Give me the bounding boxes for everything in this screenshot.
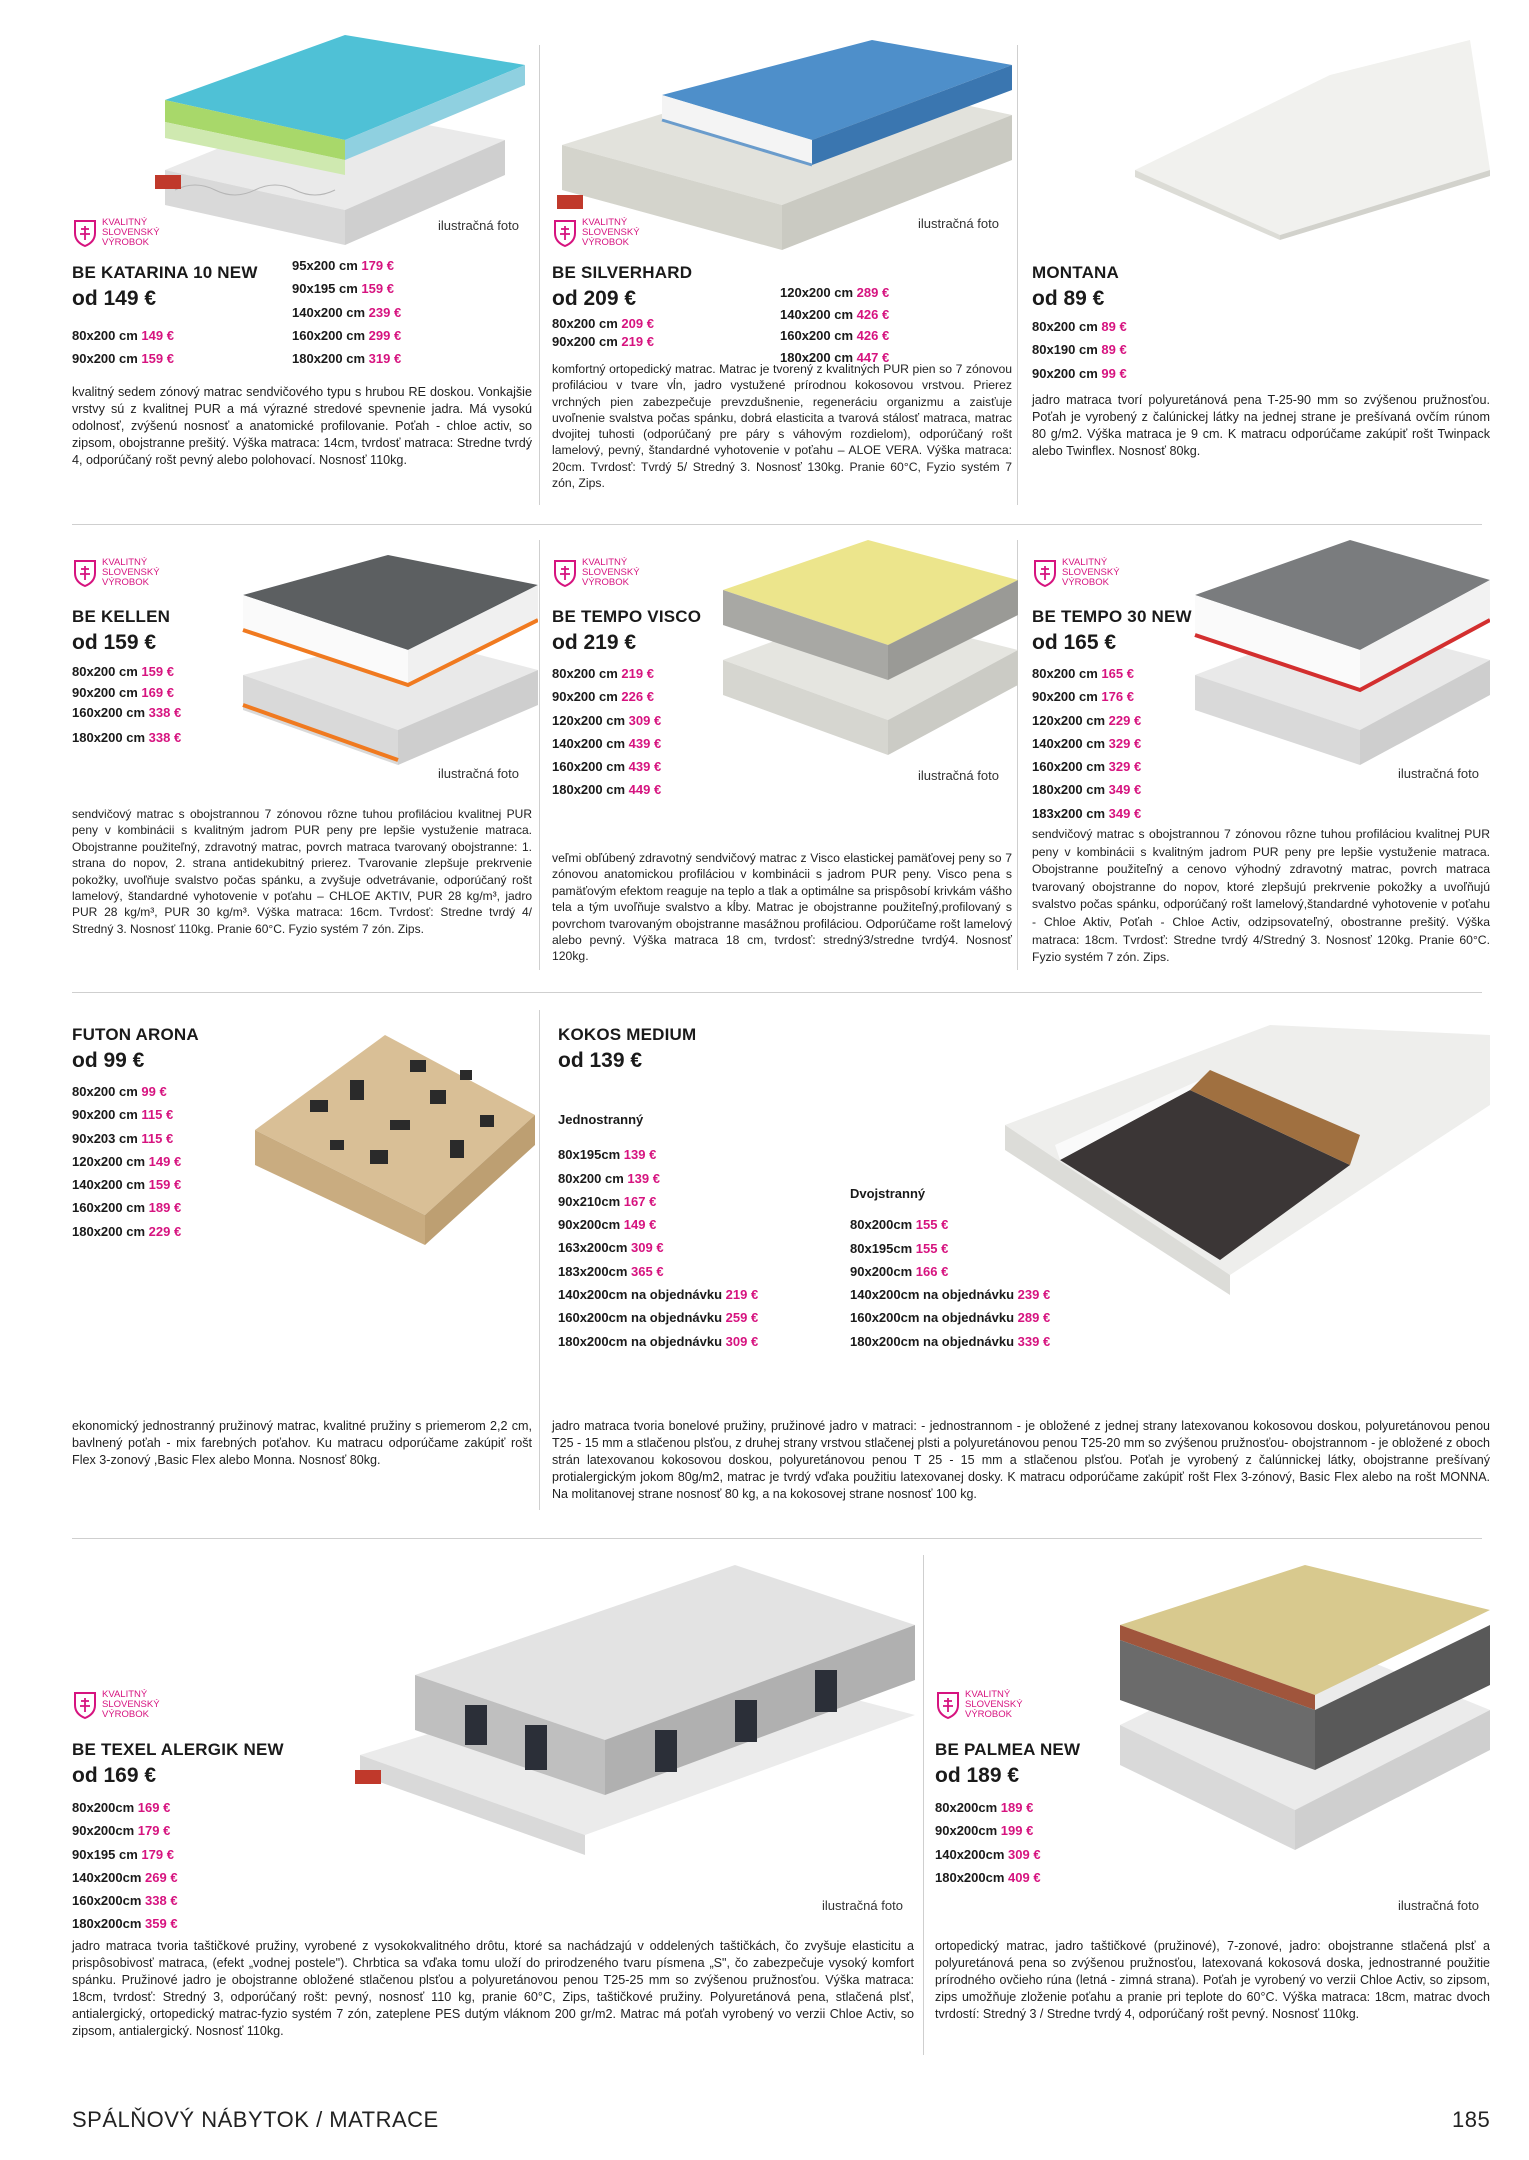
price-row: 80x195cm 139 € — [558, 1147, 657, 1163]
price-list — [72, 1080, 181, 1243]
product-price-from: od 189 € — [935, 1764, 1020, 1787]
price-row: 90x200 cm 176 € — [1032, 689, 1134, 705]
product-price-from: od 169 € — [72, 1764, 157, 1787]
mattress-image-montana — [1130, 40, 1495, 240]
mattress-image-tempo-visco — [718, 540, 1018, 760]
column-divider — [923, 1555, 924, 2055]
row-divider — [72, 524, 1482, 525]
price-list — [72, 1796, 178, 1936]
price-row: 90x203 cm 115 € — [72, 1130, 174, 1146]
price-row: 160x200 cm 299 € — [292, 327, 402, 343]
product-description: jadro matraca tvoria taštičkové pružiny, vyrobené z vysokokvalitného drôtu, ktoré sa nachádzajú v oddelených taštičkách, čo zvyšuje elasticitu a prispôsobivosť matraca, (efekt „vodnej postele"). Chrbtica sa vďaka tomu uloží do prirodzeného tvaru písmena „S", čo zabezpečuje vysoký komfort spánku. Pružinové jadro je obojstranne obložené stlačenou plsťou a polyuretánovou penou T25-25 mm so zvýšenou pružnosťou. Výška matraca: 18cm, tvrdosť: Stredný 3, odporúčaný rošt: pevný, nosnosť 110 kg, pranie 60°C, Zips, taštičkové pružiny. Polyuretánová pena, stlačená plsť, antialergický, ortopedický matrac-fyzio systém 7 zón, zateplene PES dutým vláknom 200 gr/m2. Matrac má poťah vyrobený vo verzii Chloe Activ, so zipsom, antialergický. Nosnosť 110kg. — [72, 1939, 914, 2038]
price-row: 180x200 cm 449 € — [552, 782, 662, 798]
product-name: BE TEXEL ALERGIK NEW — [72, 1740, 284, 1759]
price-row: 80x200 cm 149 € — [72, 328, 174, 343]
price-row: 160x200cm 338 € — [72, 1893, 178, 1909]
shield-icon — [1032, 558, 1058, 588]
price-list — [1032, 315, 1127, 385]
illustration-label: ilustračná foto — [918, 768, 999, 783]
price-row: 160x200 cm 426 € — [780, 328, 890, 344]
price-row: 140x200cm 269 € — [72, 1869, 178, 1885]
price-row: 80x200 cm 209 € — [552, 316, 654, 331]
product-name: BE KATARINA 10 NEW — [72, 263, 258, 282]
badge-text: KVALITNÝ SLOVENSKÝ VÝROBOK — [965, 1689, 1023, 1720]
price-row: 80x200 cm 165 € — [1032, 666, 1134, 681]
price-row: 80x195cm 155 € — [850, 1240, 949, 1256]
price-row: 80x200 cm 219 € — [552, 666, 654, 681]
illustration-label: ilustračná foto — [1398, 766, 1479, 781]
price-row: 80x200cm 155 € — [850, 1217, 949, 1233]
illustration-label: ilustračná foto — [438, 218, 519, 233]
quality-badge — [935, 1690, 1023, 1720]
price-row: 180x200cm 359 € — [72, 1916, 178, 1932]
price-row: 160x200 cm 189 € — [72, 1200, 182, 1216]
price-list — [72, 662, 181, 748]
illustration-label: ilustračná foto — [822, 1898, 903, 1913]
product-price-from: od 159 € — [72, 631, 157, 654]
quality-badge — [1032, 558, 1120, 588]
price-row: 80x200 cm 159 € — [72, 664, 174, 679]
product-name: BE TEMPO VISCO — [552, 607, 702, 626]
badge-text: KVALITNÝ SLOVENSKÝ VÝROBOK — [102, 1689, 160, 1720]
product-description: sendvičový matrac s obojstrannou 7 zónovou rôzne tuhou profiláciou kvalitnej PUR peny v kombinácii s kvalitným jadrom PUR peny pre lepšie vystuženie matraca. Obojstranne použiteľný, zdravotný matrac, povrch matraca tvarovaný obojstranne: 1. strana do nopov, 2. strana antidekubitný prierez. Tvarovanie zlepšuje prekrvenie pokožky, uvoľňuje svalstvo počas spánku, a zvyšuje odvetrávanie, odporúčaný rošt lamelový, štandardné vyhotovenie v poťahu – CHLOE AKTIV, PUR 28 kg/m³, jadro PUR 28 kg/m³, PUR 30 kg/m³. Výška matraca: 16cm. Tvrdosť: Stredne tvrdý 4/ Stredný 3. Nosnosť 110kg. Pranie 60°C. Fyzio systém 7 zón. Zips. — [72, 807, 532, 936]
product-name: MONTANA — [1032, 263, 1120, 282]
price-row: 140x200 cm 439 € — [552, 735, 662, 751]
price-row: 90x210cm 167 € — [558, 1193, 657, 1209]
price-row: 140x200 cm 329 € — [1032, 735, 1142, 751]
shield-icon — [72, 218, 98, 248]
quality-badge — [72, 1690, 160, 1720]
price-row: 183x200 cm 349 € — [1032, 805, 1142, 821]
page-number: 185 — [1452, 2107, 1491, 2132]
price-list-one-sided — [558, 1108, 758, 1353]
price-row: 80x200 cm 99 € — [72, 1084, 167, 1099]
product-description: kvalitný sedem zónový matrac sendvičového typu s hrubou RE doskou. Vonkajšie vrstvy sú z kvalitnej PUR a má výrazné stredové spevnenie jadra. Má vysokú odolnosť, zvýšenú nosnosť a anatomické profilovanie. Poťah - chloe activ, so zipsom, obojstranne prešitý. Výška matraca: 14cm, tvrdosť matraca: Stredne tvrdý 4, odporúčaný rošt pevný alebo polohovací. Nosnosť 110kg. — [72, 385, 532, 468]
price-row: 80x200 cm 89 € — [1032, 319, 1127, 334]
mattress-image-texel — [355, 1565, 915, 1855]
price-row: 90x195 cm 179 € — [72, 1846, 174, 1862]
column-divider — [539, 540, 540, 970]
price-row: 140x200cm 309 € — [935, 1846, 1041, 1862]
product-price-from: od 99 € — [72, 1049, 145, 1072]
price-row: 180x200 cm 338 € — [72, 729, 182, 745]
price-row: 180x200cm 409 € — [935, 1869, 1041, 1885]
price-row: 160x200 cm 338 € — [72, 705, 182, 720]
illustration-label: ilustračná foto — [1398, 1898, 1479, 1913]
quality-badge — [72, 558, 160, 588]
badge-text: KVALITNÝ SLOVENSKÝ VÝROBOK — [582, 217, 640, 248]
price-row: 80x200cm 189 € — [935, 1800, 1034, 1815]
price-row: 90x200 cm 115 € — [72, 1107, 174, 1123]
price-row: 180x200 cm 229 € — [72, 1223, 182, 1239]
price-row: 90x200cm 179 € — [72, 1823, 171, 1839]
product-name: BE PALMEA NEW — [935, 1740, 1081, 1759]
price-list — [935, 1796, 1041, 1889]
product-name: KOKOS MEDIUM — [558, 1025, 697, 1044]
price-list — [552, 662, 661, 802]
price-row: 95x200 cm 179 € — [292, 258, 394, 273]
product-description: veľmi obľúbený zdravotný sendvičový matrac z Visco elastickej pamäťovej peny so 7 zónovou anatomickou profiláciou v kombinácii s jadrom PUR peny. Visco pena s pamäťovým efektom reaguje na teplo a tlak a optimálne sa prispôsobí krivkám vášho tela a tým uvoľňuje svalstvo a kĺby. Matrac je obojstranne použiteľný,profilovaný s povrchom tvarovaným obojstranne masážnou profiláciou. Odporúčame rošt lamelový alebo pevný. Výška matraca 18 cm, tvrdosť: stredný3/stredne tvrdý4. Nosnosť 120kg. — [552, 851, 1012, 964]
mattress-image-tempo-30 — [1190, 540, 1490, 770]
price-list — [780, 282, 889, 368]
product-name: BE TEMPO 30 NEW — [1032, 607, 1192, 626]
price-row: 180x200 cm 319 € — [292, 351, 402, 367]
product-description: jadro matraca tvoria bonelové pružiny, pružinové jadro v matraci: - jednostrannom - je obložené z jednej strany latexovanou kokosovou doskou, polyuretánovou penou T25 - 15 mm a stlačenou plsťou, z druhej strany vrstvou stlačenej plsti a polyuretánovou penou T25-20 mm so zvýšenou pružnosťou- obojstrannom - je obložené z oboch strán latexovanou kokosovou doskou, polyuretánovou penou T 25 - 15 mm a stlačenou plsťou. Poťah je vyrobený z čalúnnickej látky, obojstranne prešívaný protialergickým jokom 80g/m2, matrac je tvrdý vďaka použitiu latexovanej dosky. K matracu odporúčame zakúpiť rošt Flex 3-zónový, Basic Flex alebo na rošt MONNA. Na molitanovej strane nosnosť 80 kg, a na kokosovej strane nosnosť 100 kg. — [552, 1419, 1490, 1502]
mattress-image-kellen — [238, 555, 538, 770]
footer-section-title: SPÁLŇOVÝ NÁBYTOK / MATRACE — [72, 2107, 439, 2132]
product-name: FUTON ARONA — [72, 1025, 199, 1044]
quality-badge — [72, 218, 160, 248]
shield-icon — [552, 218, 578, 248]
shield-icon — [935, 1690, 961, 1720]
shield-icon — [552, 558, 578, 588]
column-divider — [539, 1010, 540, 1510]
illustration-label: ilustračná foto — [918, 216, 999, 231]
price-list-two-sided — [850, 1182, 1050, 1353]
price-row: 90x200 cm 99 € — [1032, 365, 1127, 381]
price-row: 160x200cm na objednávku 289 € — [850, 1310, 1051, 1326]
price-row: 80x190 cm 89 € — [1032, 342, 1127, 358]
row-divider — [72, 992, 1482, 993]
price-row: 120x200 cm 149 € — [72, 1153, 182, 1169]
price-row: 160x200 cm 439 € — [552, 759, 662, 775]
mattress-image-futon-arona — [250, 1020, 535, 1245]
product-price-from: od 165 € — [1032, 631, 1117, 654]
price-list-header: Jednostranný — [558, 1112, 644, 1127]
product-name: BE SILVERHARD — [552, 263, 693, 282]
price-row: 160x200cm na objednávku 259 € — [558, 1310, 759, 1326]
price-row: 90x200cm 149 € — [558, 1217, 657, 1233]
price-row: 90x200 cm 169 € — [72, 684, 174, 700]
price-row: 140x200cm na objednávku 219 € — [558, 1287, 759, 1303]
price-row: 120x200 cm 289 € — [780, 285, 890, 300]
price-list-header: Dvojstranný — [850, 1186, 926, 1201]
price-row: 90x195 cm 159 € — [292, 281, 394, 297]
product-description: ortopedický matrac, jadro taštičkové (pružinové), 7-zonové, jadro: obojstranne stlačená plsť a polyuretánová pena so zvýšenou pružnosťou, latexovaná kokosová doska, jednostranné použitie prírodného ovčieho rúna (letná - zimná strana). Poťah je vyrobený vo verzii Chloe Activ, so zipsom, zips umožňuje zloženie poťahu a pranie pri teplote do 60°C. Výška matraca: 18cm, matrac dvoch tvrdostí: Stredný 3 / Stredne tvrdý 4, odporúčaný rošt pevný. Nosnosť 110kg. — [935, 1939, 1490, 2021]
price-row: 90x200cm 166 € — [850, 1263, 949, 1279]
product-price-from: od 139 € — [558, 1049, 643, 1072]
badge-text: KVALITNÝ SLOVENSKÝ VÝROBOK — [102, 217, 160, 248]
price-list — [72, 324, 174, 371]
product-price-from: od 149 € — [72, 287, 157, 310]
price-row: 80x200 cm 139 € — [558, 1170, 660, 1186]
badge-text: KVALITNÝ SLOVENSKÝ VÝROBOK — [102, 557, 160, 588]
illustration-label: ilustračná foto — [438, 766, 519, 781]
price-list — [552, 315, 654, 351]
price-row: 180x200cm na objednávku 339 € — [850, 1333, 1051, 1349]
quality-badge — [552, 218, 640, 248]
price-list — [1032, 662, 1141, 825]
price-row: 140x200cm na objednávku 239 € — [850, 1287, 1051, 1303]
product-price-from: od 219 € — [552, 631, 637, 654]
price-row: 140x200 cm 159 € — [72, 1177, 182, 1193]
price-row: 80x200cm 169 € — [72, 1800, 171, 1815]
product-description: ekonomický jednostranný pružinový matrac, kvalitné pružiny s priemerom 2,2 cm, bavlnený poťah - mix farebných poťahov. Ku matracu odporúčame zakúpiť rošt Flex 3-zonový ,Basic Flex alebo Monna. Nosnosť 80kg. — [72, 1419, 532, 1468]
price-row: 180x200cm na objednávku 309 € — [558, 1333, 759, 1349]
shield-icon — [72, 1690, 98, 1720]
product-price-from: od 89 € — [1032, 287, 1105, 310]
product-name: BE KELLEN — [72, 607, 171, 626]
row-divider — [72, 1538, 1482, 1539]
quality-badge — [552, 558, 640, 588]
price-row: 160x200 cm 329 € — [1032, 759, 1142, 775]
mattress-image-palmea — [1115, 1565, 1495, 1850]
price-row: 163x200cm 309 € — [558, 1240, 664, 1256]
product-description: komfortný ortopedický matrac. Matrac je tvorený z kvalitných PUR pien so 7 zónovou profiláciou v tvare vĺn, jadro vystužené prírodnou kokosovou vrstvou. Prierez vrchných pien zabezpečuje prevzdušnenie, regeneráciu organizmu a zaisťuje uvoľnenie svalstva počas spánku, dobrá elasticita a tvarová stálosť matraca, matrac dvojitej tuhosti (odporúčaný pre páry s váhovým rozdielom), odporúčaný rošt lamelový, pevný, štandardné vyhotovenie v poťahu – ALOE VERA. Výška matraca: 20cm. Tvrdosť: Tvrdý 5/ Stredný 3. Nosnosť 130kg. Pranie 60°C, Fyzio systém 7 zón, Zips. — [552, 362, 1012, 491]
product-description: sendvičový matrac s obojstrannou 7 zónovou rôzne tuhou profiláciou kvalitnej PUR peny v kombinácii s kvalitným jadrom PUR peny pre lepšie vystuženie matraca. Obojstranne použiteľný a cenovo výhodný zdravotný matrac, povrch matraca tvarovaný obojstranne do nopov, ktoré zlepšujú prekrvenie pokožky a uvoľňujú svalstvo počas spánku, odporúčaný rošt lamelový,štandardné vyhotovenie v poťahu - Chloe Aktiv, Poťah - Chloe Activ, odzipsovateľný, obostranne prešitý. Výška matraca: 18cm. Tvrdosť: Stredne tvrdý 4/Stredný 3. Nosnosť 120kg. Pranie 60°C. Fyzio systém 7 zón. Zips. — [1032, 827, 1490, 965]
product-description: jadro matraca tvorí polyuretánová pena T-25-90 mm so zvýšenou pružnosťou. Poťah je vyrobený z čalúnickej látky na jednej strane je prešívaná ovčím rúnom 80 g/m2. Výška matraca je 9 cm. K matracu odporúčame zakúpiť rošt Twinpack alebo Twinflex. Nosnosť 80kg. — [1032, 393, 1490, 459]
price-row: 183x200cm 365 € — [558, 1263, 664, 1279]
price-row: 90x200 cm 226 € — [552, 689, 654, 705]
price-list — [292, 254, 401, 370]
mattress-image-kokos-medium — [1000, 1015, 1490, 1295]
price-row: 140x200 cm 426 € — [780, 306, 890, 322]
column-divider — [539, 45, 540, 505]
price-row: 90x200 cm 219 € — [552, 334, 654, 349]
price-row: 120x200 cm 229 € — [1032, 712, 1142, 728]
shield-icon — [72, 558, 98, 588]
badge-text: KVALITNÝ SLOVENSKÝ VÝROBOK — [582, 557, 640, 588]
product-price-from: od 209 € — [552, 287, 637, 310]
price-row: 180x200 cm 447 € — [780, 349, 890, 365]
price-row: 180x200 cm 349 € — [1032, 782, 1142, 798]
price-row: 120x200 cm 309 € — [552, 712, 662, 728]
badge-text: KVALITNÝ SLOVENSKÝ VÝROBOK — [1062, 557, 1120, 588]
price-row: 90x200cm 199 € — [935, 1823, 1034, 1839]
price-row: 90x200 cm 159 € — [72, 351, 174, 367]
price-row: 140x200 cm 239 € — [292, 304, 402, 320]
